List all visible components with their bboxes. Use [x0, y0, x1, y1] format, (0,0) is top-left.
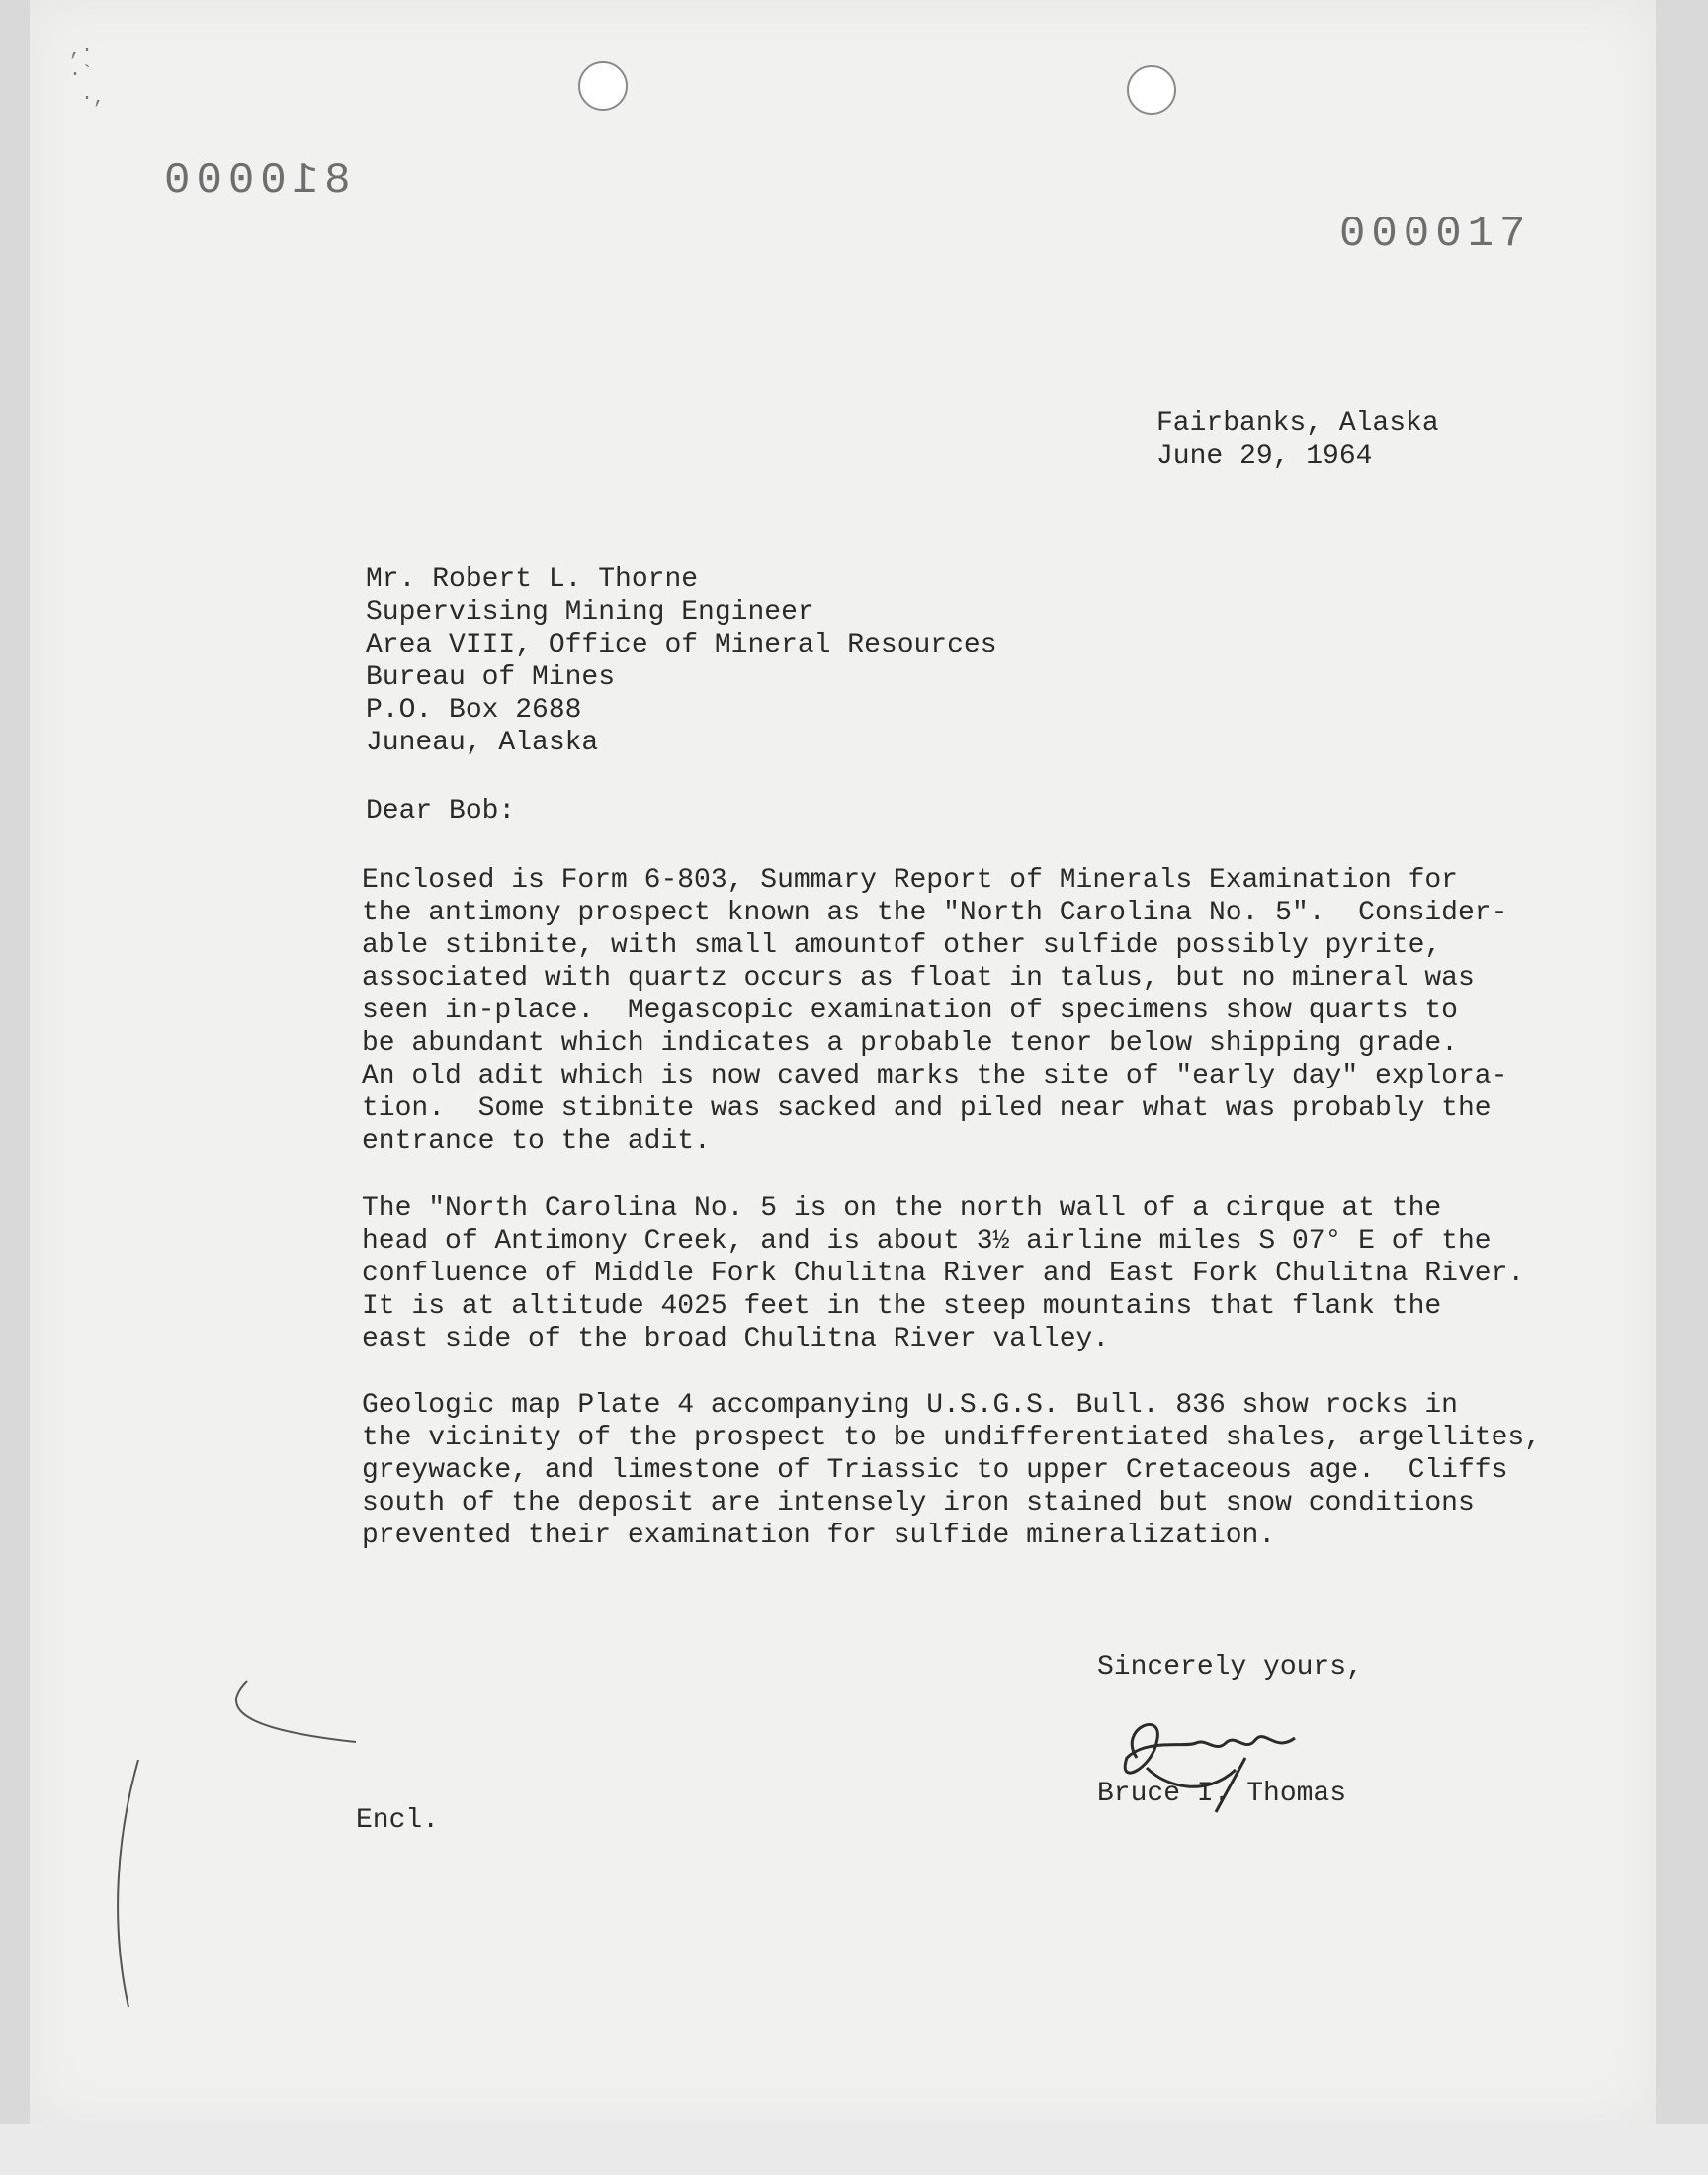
body-line: head of Antimony Creek, and is about 3½ airline miles S 07° E of the: [362, 1226, 1492, 1257]
body-line: south of the deposit are intensely iron stained but snow conditions: [362, 1488, 1475, 1519]
body-line: the antimony prospect known as the "North Carolina No. 5". Consider-: [362, 898, 1508, 928]
margin-pencil-strokes: [99, 1671, 415, 2027]
letter-date: June 29, 1964: [1156, 441, 1373, 472]
punch-hole-right: [1127, 65, 1176, 115]
letter-place: Fairbanks, Alaska: [1156, 408, 1439, 439]
body-line: east side of the broad Chulitna River valley.: [362, 1324, 1110, 1354]
enclosure-note: Encl.: [356, 1805, 440, 1836]
salutation: Dear Bob:: [366, 796, 516, 826]
closing: Sincerely yours,: [1097, 1652, 1363, 1683]
scan-margin: [0, 2124, 1708, 2175]
recipient-line: Mr. Robert L. Thorne: [366, 565, 699, 595]
body-line: Enclosed is Form 6-803, Summary Report of Minerals Examination for: [362, 865, 1458, 896]
paragraph-1: [362, 864, 1507, 1158]
stamp-number-top-left: 810000: [158, 156, 351, 206]
body-line: The "North Carolina No. 5 is on the north wall of a cirque at the: [362, 1193, 1442, 1224]
body-line: be abundant which indicates a probable tenor below shipping grade.: [362, 1028, 1458, 1059]
recipient-address: [366, 564, 997, 759]
body-line: able stibnite, with small amountof other sulfide possibly pyrite,: [362, 930, 1442, 961]
body-line: confluence of Middle Fork Chulitna River and East Fork Chulitna River.: [362, 1259, 1525, 1289]
margin-marks: ,· ·` ·,: [69, 40, 106, 110]
recipient-line: Supervising Mining Engineer: [366, 597, 814, 628]
stamp-number-top-right: 000017: [1339, 210, 1532, 259]
body-line: It is at altitude 4025 feet in the steep mountains that flank the: [362, 1291, 1442, 1322]
body-line: prevented their examination for sulfide mineralization.: [362, 1521, 1276, 1551]
body-line: greywacke, and limestone of Triassic to upper Cretaceous age. Cliffs: [362, 1455, 1508, 1486]
body-line: associated with quartz occurs as float in talus, but no mineral was: [362, 963, 1475, 994]
body-line: seen in-place. Megascopic examination of specimens show quarts to: [362, 996, 1458, 1026]
body-line: tion. Some stibnite was sacked and piled near what was probably the: [362, 1093, 1492, 1124]
paragraph-2: [362, 1192, 1524, 1355]
punch-hole-left: [578, 61, 628, 111]
body-line: entrance to the adit.: [362, 1126, 711, 1157]
recipient-line: Bureau of Mines: [366, 662, 616, 693]
signer-name: Bruce I. Thomas: [1097, 1779, 1347, 1809]
body-line: the vicinity of the prospect to be undifferentiated shales, argellites,: [362, 1423, 1541, 1453]
body-line: Geologic map Plate 4 accompanying U.S.G.S. Bull. 836 show rocks in: [362, 1390, 1458, 1421]
body-line: An old adit which is now caved marks the site of "early day" explora-: [362, 1061, 1508, 1091]
recipient-line: Juneau, Alaska: [366, 728, 599, 758]
recipient-line: P.O. Box 2688: [366, 695, 582, 726]
paragraph-3: [362, 1389, 1541, 1552]
recipient-line: Area VIII, Office of Mineral Resources: [366, 630, 997, 660]
